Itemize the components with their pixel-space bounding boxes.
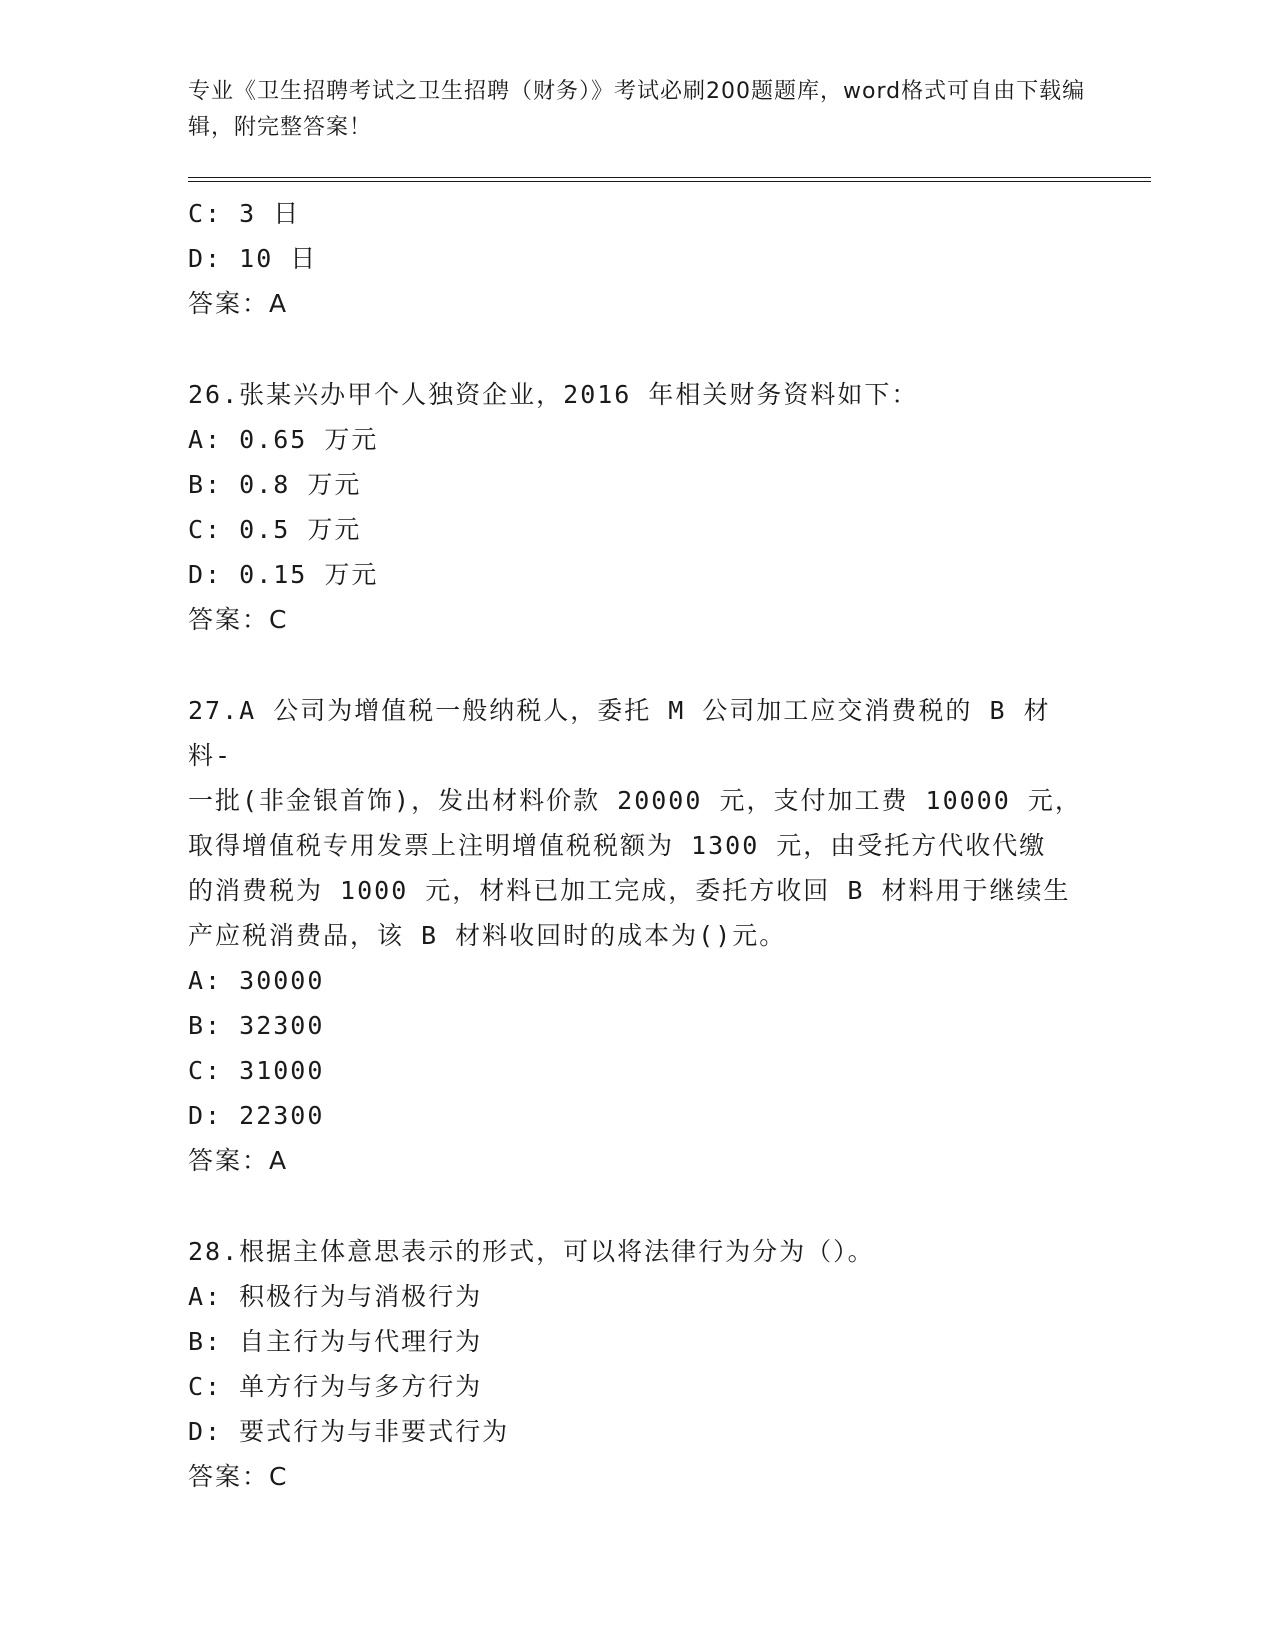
header-rule-bottom bbox=[188, 181, 1151, 182]
spacer bbox=[188, 642, 1088, 688]
question-28 bbox=[188, 1229, 1088, 1499]
option-d: D: 22300 bbox=[188, 1101, 325, 1130]
question-25-tail bbox=[188, 191, 1088, 326]
question-26 bbox=[188, 372, 1088, 642]
answer-line: 答案：C bbox=[188, 1462, 289, 1491]
option-b: B: 自主行为与代理行为 bbox=[188, 1327, 483, 1356]
question-text: 26.张某兴办甲个人独资企业，2016 年相关财务资料如下： bbox=[188, 380, 919, 409]
option-c: C: 31000 bbox=[188, 1056, 325, 1085]
option-a: A: 0.65 万元 bbox=[188, 425, 379, 454]
answer-line: 答案：A bbox=[188, 1146, 289, 1175]
option-d: D: 0.15 万元 bbox=[188, 560, 379, 589]
spacer bbox=[188, 1183, 1088, 1229]
option-c: C: 3 日 bbox=[188, 199, 301, 228]
answer-line: 答案：C bbox=[188, 605, 289, 634]
option-b: B: 0.8 万元 bbox=[188, 470, 362, 499]
option-c: C: 单方行为与多方行为 bbox=[188, 1372, 483, 1401]
option-b: B: 32300 bbox=[188, 1011, 325, 1040]
option-d: D: 要式行为与非要式行为 bbox=[188, 1417, 510, 1446]
question-text: 28.根据主体意思表示的形式，可以将法律行为分为（）。 bbox=[188, 1237, 875, 1266]
document-header: 专业《卫生招聘考试之卫生招聘（财务）》考试必刷200题题库，word格式可自由下载编辑，附完整答案！ bbox=[188, 79, 1086, 140]
option-c: C: 0.5 万元 bbox=[188, 515, 362, 544]
header-rule-top bbox=[188, 177, 1151, 178]
question-list bbox=[188, 191, 1088, 1499]
spacer bbox=[188, 326, 1088, 372]
option-d: D: 10 日 bbox=[188, 244, 318, 273]
option-a: A: 积极行为与消极行为 bbox=[188, 1282, 483, 1311]
question-27 bbox=[188, 688, 1088, 1183]
answer-line: 答案：A bbox=[188, 289, 289, 318]
option-a: A: 30000 bbox=[188, 966, 325, 995]
question-text: 27.A 公司为增值税一般纳税人，委托 M 公司加工应交消费税的 B 材料- 一批(非金银首饰)，发出材料价款 20000 元，支付加工费 10000 元， 取得增值税专用发票上注明增值税税额为 1300 元，由受托方代收代缴 的消费税为 1000 元，材料已加工完成，委托方收回 B 材料用于继续生 产应税消费品，该 B 材料收回时的成本为()元。 bbox=[188, 696, 1082, 950]
